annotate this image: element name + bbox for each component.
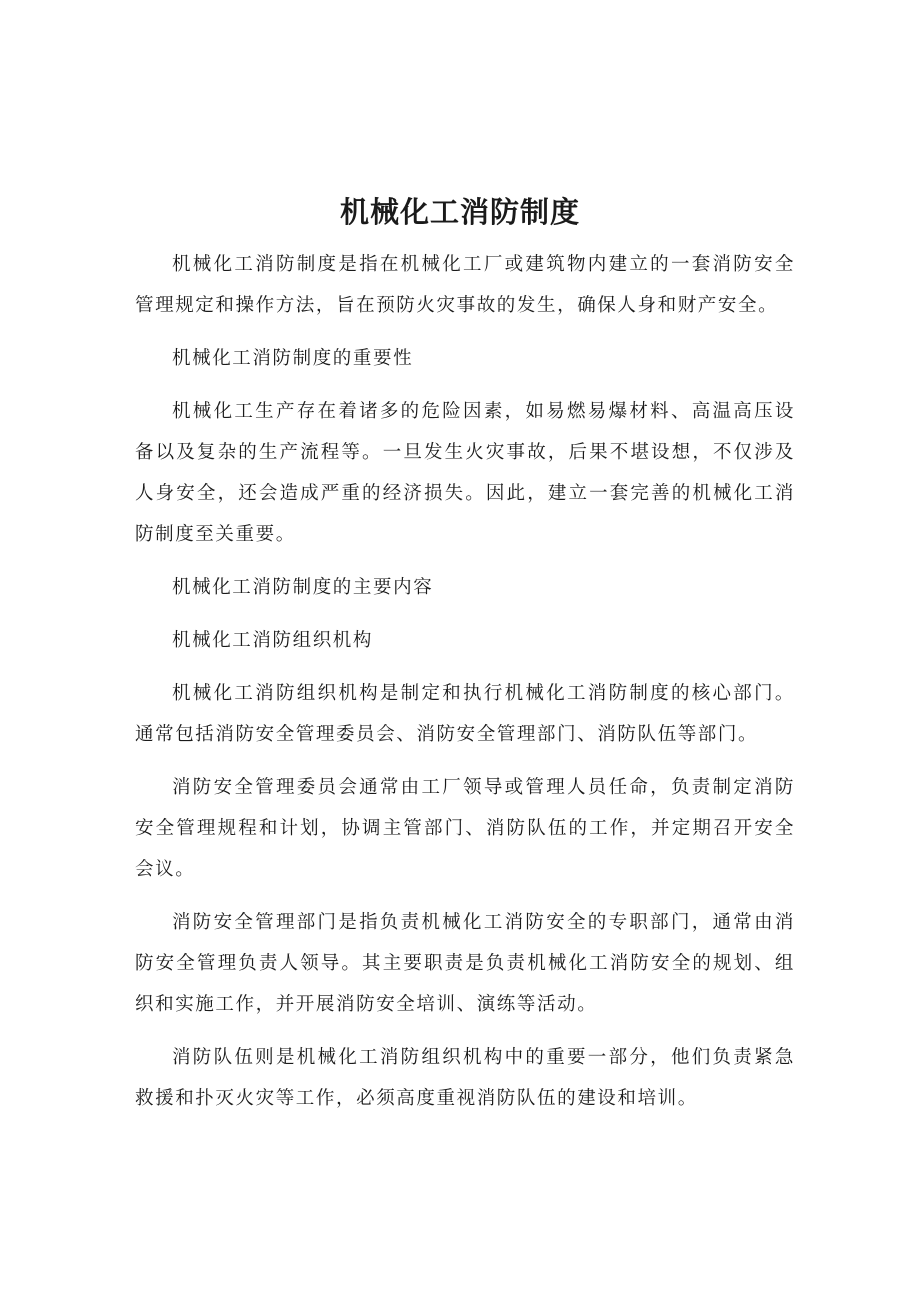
paragraph-intro: 机械化工消防制度是指在机械化工厂或建筑物内建立的一套消防安全管理规定和操作方法，旨在预防火灾事故的发生，确保人身和财产安全。	[135, 254, 795, 316]
heading-importance: 机械化工消防制度的重要性	[172, 348, 414, 369]
paragraph-department: 消防安全管理部门是指负责机械化工消防安全的专职部门，通常由消防安全管理负责人领导。其主要职责是负责机械化工消防安全的规划、组织和实施工作，并开展消防安全培训、演练等活动。	[135, 912, 795, 1015]
document-title: 机械化工消防制度	[339, 195, 580, 229]
paragraph-importance: 机械化工生产存在着诸多的危险因素，如易燃易爆材料、高温高压设备以及复杂的生产流程等。一旦发生火灾事故，后果不堪设想，不仅涉及人身安全，还会造成严重的经济损失。因此，建立一套完善的机械化工消防制度至关重要。	[135, 401, 795, 545]
heading-main-content: 机械化工消防制度的主要内容	[172, 577, 434, 598]
document-body	[135, 244, 795, 1119]
paragraph-organization: 机械化工消防组织机构是制定和执行机械化工消防制度的核心部门。通常包括消防安全管理委员会、消防安全管理部门、消防队伍等部门。	[135, 683, 795, 745]
paragraph-committee: 消防安全管理委员会通常由工厂领导或管理人员任命，负责制定消防安全管理规程和计划，协调主管部门、消防队伍的工作，并定期召开安全会议。	[135, 777, 795, 880]
heading-organization: 机械化工消防组织机构	[172, 630, 374, 651]
paragraph-fire-team: 消防队伍则是机械化工消防组织机构中的重要一部分，他们负责紧急救援和扑灭火灾等工作，必须高度重视消防队伍的建设和培训。	[135, 1047, 795, 1109]
